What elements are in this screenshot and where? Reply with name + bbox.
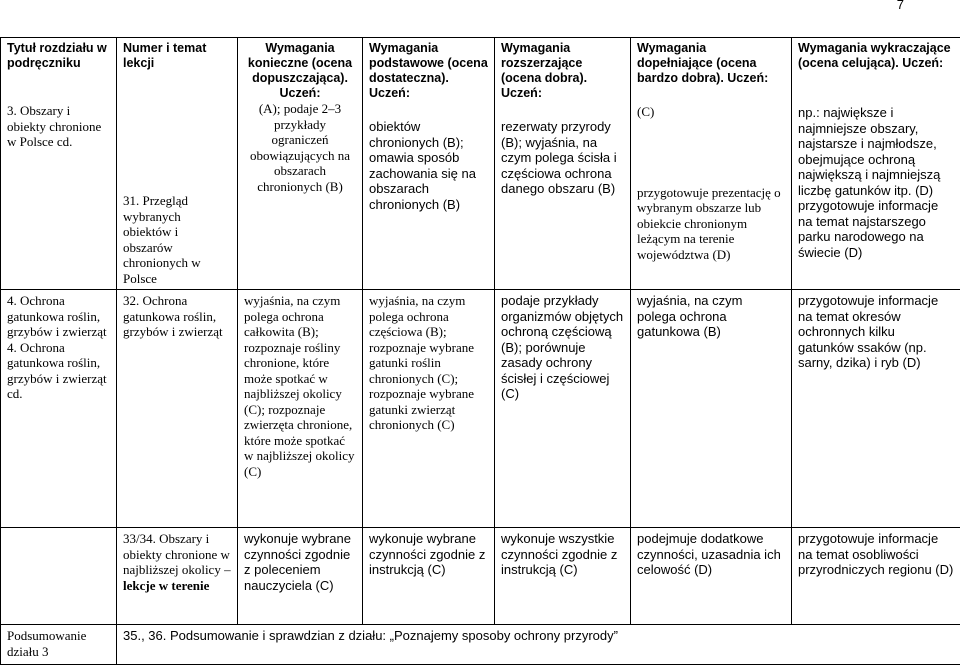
header-lesson-cell xyxy=(117,38,238,290)
header-c5-cell xyxy=(495,38,631,290)
table-row xyxy=(1,38,960,290)
lesson-text: 33/34. Obszary i obiekty chronione w najbliższej okolicy – xyxy=(123,531,231,577)
header-c7-cell xyxy=(792,38,960,290)
c6-text-a: (C) xyxy=(637,104,655,119)
header-c3: Wymagania konieczne (ocena dopuszczająca). Uczeń: xyxy=(247,41,353,100)
header-c4: Wymagania podstawowe (ocena dostateczna). Uczeń: xyxy=(369,41,488,100)
page-number: 7 xyxy=(896,0,904,12)
table-row xyxy=(1,625,960,665)
table-row xyxy=(1,528,960,625)
lesson-cell xyxy=(117,528,238,625)
c7-cell: przygotowuje informacje na temat okresów ochronnych kilku gatunków ssaków (np. sarny, dzika) i ryb (D) xyxy=(792,290,960,528)
c3-cell: wykonuje wybrane czynności zgodnie z poleceniem nauczyciela (C) xyxy=(238,528,363,625)
c7-cell: przygotowuje informacje na temat osobliwości przyrodniczych regionu (D) xyxy=(792,528,960,625)
c3-text: (A); podaje 2–3 przykłady ograniczeń obowiązujących na obszarach chronionych (B) xyxy=(250,101,350,194)
header-chapter: Tytuł rozdziału w podręczniku xyxy=(7,41,107,70)
header-c6-cell xyxy=(631,38,792,290)
requirements-table xyxy=(0,37,960,665)
c4-cell: wyjaśnia, na czym polega ochrona częściowa (B); rozpoznaje wybrane gatunki roślin chronionych (C); rozpoznaje wybrane gatunki zwierząt chronionych (C) xyxy=(363,290,495,528)
lesson-bold-text: lekcje w terenie xyxy=(123,577,210,593)
chapter-title: 3. Obszary i obiekty chronione w Polsce cd. xyxy=(7,103,102,149)
table-row xyxy=(1,290,960,528)
chapter-cell-empty xyxy=(1,528,117,625)
c5-cell: podaje przykłady organizmów objętych ochroną częściową (B); porównuje zasady ochrony ścisłej i częściowej (C) xyxy=(495,290,631,528)
header-c5: Wymagania rozszerzające (ocena dobra). Uczeń: xyxy=(501,41,588,100)
c6-cell: wyjaśnia, na czym polega ochrona gatunkowa (B) xyxy=(631,290,792,528)
summary-chapter-cell: Podsumowanie działu 3 xyxy=(1,625,117,665)
c6-cell: podejmuje dodatkowe czynności, uzasadnia ich celowość (D) xyxy=(631,528,792,625)
lesson-title: 31. Przegląd wybranych obiektów i obszarów chronionych w Polsce xyxy=(123,193,201,286)
header-c7: Wymagania wykraczające (ocena celująca). Uczeń: xyxy=(798,41,951,70)
c6-text-b: przygotowuje prezentację o wybranym obszarze lub obiekcie chronionym leżącym na terenie województwa (D) xyxy=(637,184,781,262)
chapter-cell: 4. Ochrona gatunkowa roślin, grzybów i zwierząt 4. Ochrona gatunkowa roślin, grzybów i zwierząt cd. xyxy=(1,290,117,528)
header-c3-cell xyxy=(238,38,363,290)
c5-text: rezerwaty przyrody (B); wyjaśnia, na czym polega ścisła i częściowa ochrona danego obszaru (B) xyxy=(501,119,617,196)
header-c4-cell xyxy=(363,38,495,290)
header-lesson: Numer i temat lekcji xyxy=(123,41,207,70)
summary-cell: 35., 36. Podsumowanie i sprawdzian z działu: „Poznajemy sposoby ochrony przyrody” xyxy=(117,625,960,665)
c3-cell: wyjaśnia, na czym polega ochrona całkowita (B); rozpoznaje rośliny chronione, które może spotkać w najbliższej okolicy (C); rozpoznaje zwierzęta chronione, które może spotkać w najbliższej okolicy (C) xyxy=(238,290,363,528)
c4-cell: wykonuje wybrane czynności zgodnie z instrukcją (C) xyxy=(363,528,495,625)
c4-text: obiektów chronionych (B); omawia sposób zachowania się na obszarach chronionych (B) xyxy=(369,119,476,212)
header-c6: Wymagania dopełniające (ocena bardzo dobra). Uczeń: xyxy=(637,41,769,85)
lesson-cell: 32. Ochrona gatunkowa roślin, grzybów i zwierząt xyxy=(117,290,238,528)
header-chapter-cell xyxy=(1,38,117,290)
c7-text: np.: największe i najmniejsze obszary, najstarsze i najmłodsze, obejmujące ochroną największą i najmniejszą liczbę gatunków itp. (D) przygotowuje informacje na temat najstarszego parku narodowego na świecie (D) xyxy=(798,105,941,260)
c5-cell: wykonuje wszystkie czynności zgodnie z instrukcją (C) xyxy=(495,528,631,625)
